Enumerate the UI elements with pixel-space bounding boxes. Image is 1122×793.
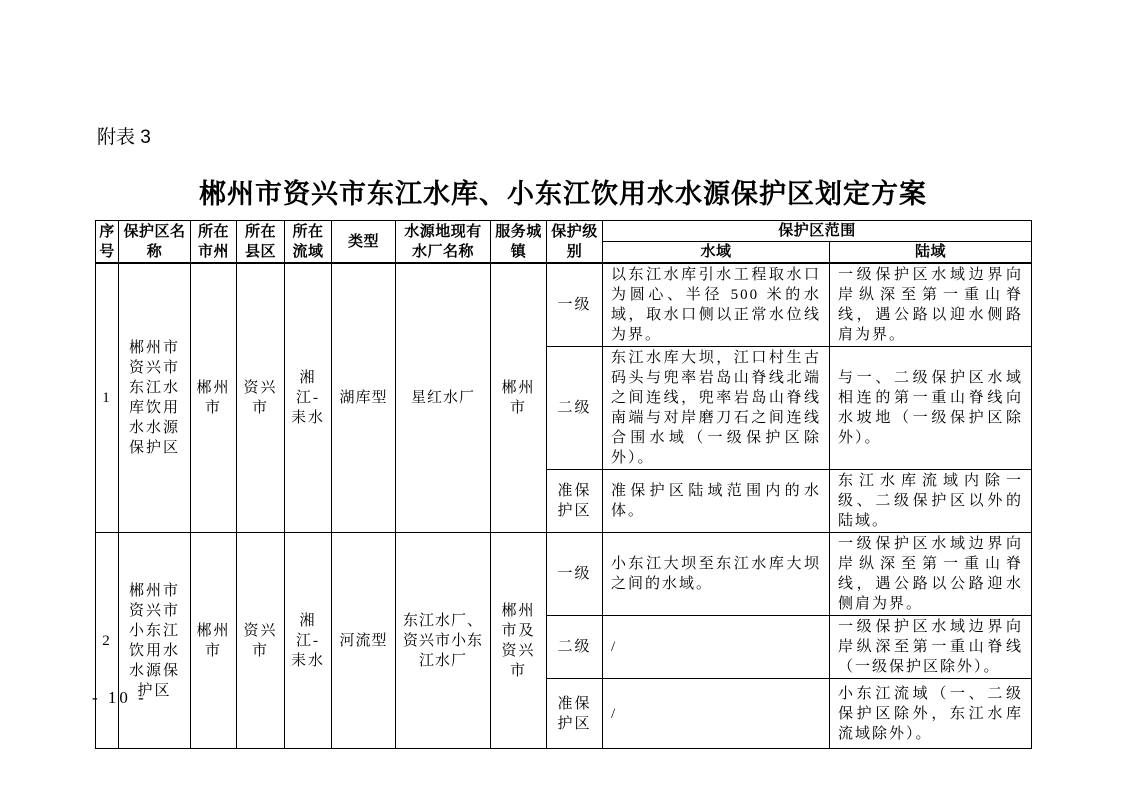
header-land: 陆域: [830, 242, 1032, 264]
header-city: 所在市州: [191, 221, 237, 264]
page-number: - 10 -: [92, 688, 147, 707]
cell-row1-level1-land: 一级保护区水域边界向岸纵深至第一重山脊线，遇公路以迎水侧路肩为界。: [830, 263, 1032, 347]
cell-row2-name: 郴州市资兴市小东江饮用水水源保护区: [119, 533, 191, 749]
header-type: 类型: [332, 221, 396, 264]
cell-row1-name: 郴州市资兴市东江水库饮用水水源保护区: [119, 263, 191, 533]
cell-row1-level3: 准保护区: [547, 470, 603, 533]
page-title: 郴州市资兴市东江水库、小东江饮用水水源保护区划定方案: [199, 179, 927, 209]
cell-row2-city: 郴州市: [191, 533, 237, 749]
cell-row1-level3-water: 准保护区陆域范围内的水体。: [603, 470, 830, 533]
cell-row1-level2: 二级: [547, 347, 603, 470]
cell-row2-level2-land: 一级保护区水域边界向岸纵深至第一重山脊线（一级保护区除外）。: [830, 616, 1032, 679]
cell-row2-level3-land: 小东江流域（一、二级保护区除外，东江水库流域除外）。: [830, 679, 1032, 749]
cell-row1-county: 资兴市: [237, 263, 285, 533]
header-town: 服务城镇: [491, 221, 547, 264]
cell-row1-no: 1: [96, 263, 119, 533]
cell-row2-county: 资兴市: [237, 533, 285, 749]
cell-row1-level1-water: 以东江水库引水工程取水口为圆心、半径 500 米的水域，取水口侧以正常水位线为界。: [603, 263, 830, 347]
header-county: 所在县区: [237, 221, 285, 264]
table-row: [96, 263, 1032, 347]
header-name: 保护区名称: [119, 221, 191, 264]
cell-row1-level2-land: 与一、二级保护区水域相连的第一重山脊线向水坡地（一级保护区除外）。: [830, 347, 1032, 470]
cell-row2-no: 2: [96, 533, 119, 749]
cell-row1-level3-land: 东江水库流域内除一级、二级保护区以外的陆域。: [830, 470, 1032, 533]
cell-row1-level1: 一级: [547, 263, 603, 347]
protection-zone-table: [95, 220, 1032, 749]
cell-row1-city: 郴州市: [191, 263, 237, 533]
cell-row2-plant: 东江水厂、资兴市小东江水厂: [396, 533, 491, 749]
cell-row1-type: 湖库型: [332, 263, 396, 533]
cell-row2-town: 郴州市及资兴市: [491, 533, 547, 749]
cell-row1-level2-water: 东江水库大坝，江口村生古码头与兜率岩岛山脊线北端之间连线，兜率岩岛山脊线南端与对岸磨刀石之间连线合围水域（一级保护区除外）。: [603, 347, 830, 470]
cell-row2-level1: 一级: [547, 533, 603, 616]
cell-row1-basin: 湘江-耒水: [285, 263, 332, 533]
header-plant: 水源地现有水厂名称: [396, 221, 491, 264]
cell-row1-town: 郴州市: [491, 263, 547, 533]
table-row: [96, 533, 1032, 616]
annex-label: 附表 3: [97, 127, 151, 148]
header-basin: 所在流域: [285, 221, 332, 264]
cell-row2-level2: 二级: [547, 616, 603, 679]
header-level: 保护级别: [547, 221, 603, 264]
header-no: 序号: [96, 221, 119, 264]
cell-row2-level3: 准保护区: [547, 679, 603, 749]
cell-row2-level1-land: 一级保护区水域边界向岸纵深至第一重山脊线，遇公路以公路迎水侧肩为界。: [830, 533, 1032, 616]
cell-row2-level2-water: /: [603, 616, 830, 679]
cell-row2-basin: 湘江-耒水: [285, 533, 332, 749]
cell-row1-plant: 星红水厂: [396, 263, 491, 533]
cell-row2-level1-water: 小东江大坝至东江水库大坝之间的水域。: [603, 533, 830, 616]
header-water: 水域: [603, 242, 830, 264]
cell-row2-level3-water: /: [603, 679, 830, 749]
cell-row2-type: 河流型: [332, 533, 396, 749]
header-scope: 保护区范围: [603, 221, 1032, 242]
